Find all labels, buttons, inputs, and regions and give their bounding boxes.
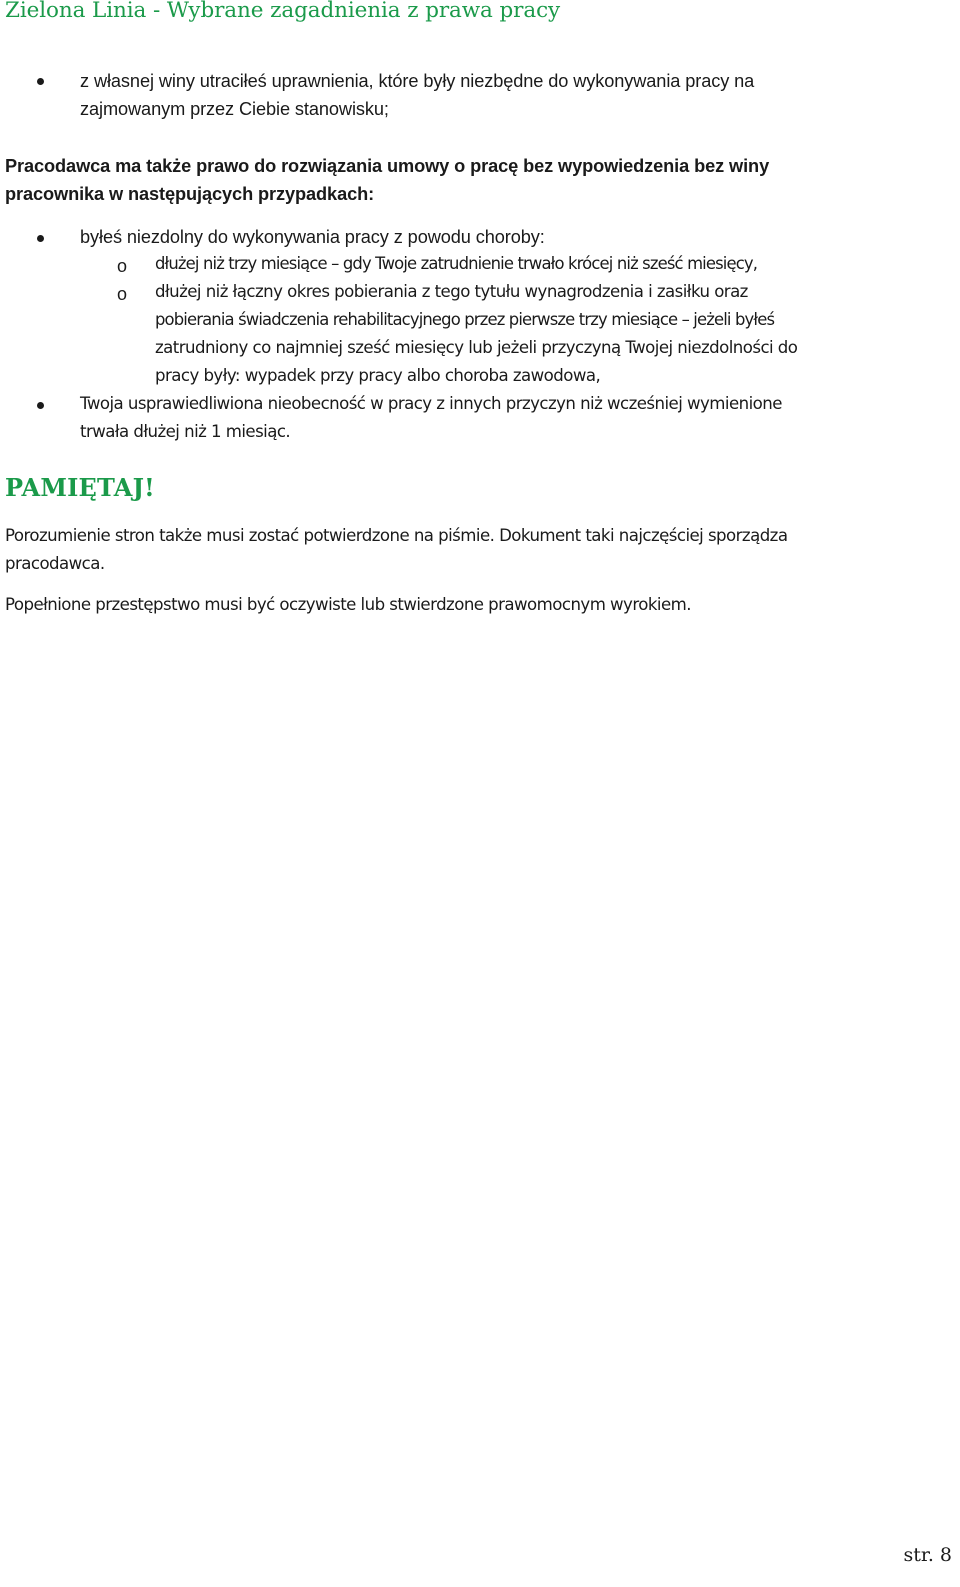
- section-heading-line-1: Pracodawca ma także prawo do rozwiązania umowy o pracę bez wypowiedzenia bez winy: [5, 156, 770, 176]
- circle-bullet-icon: o: [117, 256, 128, 276]
- sub-bullet-2-line-2: pobierania świadczenia rehabilitacyjnego przez pierwsze trzy miesiące – jeżeli byłeś: [155, 310, 775, 329]
- bullet-icon: [37, 235, 44, 242]
- sub-bullet-2-line-3: zatrudniony co najmniej sześć miesięcy lub jeżeli przyczyną Twojej niezdolności do: [155, 338, 798, 357]
- intro-bullet-line-2: zajmowanym przez Ciebie stanowisku;: [80, 99, 389, 119]
- sub-bullet-1-text: dłużej niż trzy miesiące – gdy Twoje zatrudnienie trwało krócej niż sześć miesięcy,: [155, 254, 758, 273]
- bullet-icon: [37, 78, 44, 85]
- page-number: str. 8: [903, 1544, 952, 1566]
- remember-paragraph-1-line-1: Porozumienie stron także musi zostać potwierdzone na piśmie. Dokument taki najczęściej sporządza: [5, 526, 788, 545]
- sub-bullet-2-line-1: dłużej niż łączny okres pobierania z tego tytułu wynagrodzenia i zasiłku oraz: [155, 282, 748, 301]
- illness-bullet-text: byłeś niezdolny do wykonywania pracy z powodu choroby:: [80, 227, 545, 247]
- absence-bullet-line-2: trwała dłużej niż 1 miesiąc.: [80, 422, 291, 441]
- absence-bullet-line-1: Twoja usprawiedliwiona nieobecność w pracy z innych przyczyn niż wcześniej wymienione: [80, 394, 782, 413]
- remember-paragraph-2: Popełnione przestępstwo musi być oczywiste lub stwierdzone prawomocnym wyrokiem.: [5, 595, 691, 614]
- remember-paragraph-1-line-2: pracodawca.: [5, 554, 105, 573]
- bullet-icon: [37, 402, 44, 409]
- page-header-title: Zielona Linia - Wybrane zagadnienia z prawa pracy: [5, 0, 561, 23]
- circle-bullet-icon: o: [117, 284, 128, 304]
- remember-heading: PAMIĘTAJ!: [5, 473, 155, 502]
- section-heading-line-2: pracownika w następujących przypadkach:: [5, 184, 375, 204]
- intro-bullet-line-1: z własnej winy utraciłeś uprawnienia, które były niezbędne do wykonywania pracy na: [80, 71, 755, 91]
- sub-bullet-2-line-4: pracy były: wypadek przy pracy albo choroba zawodowa,: [155, 366, 601, 385]
